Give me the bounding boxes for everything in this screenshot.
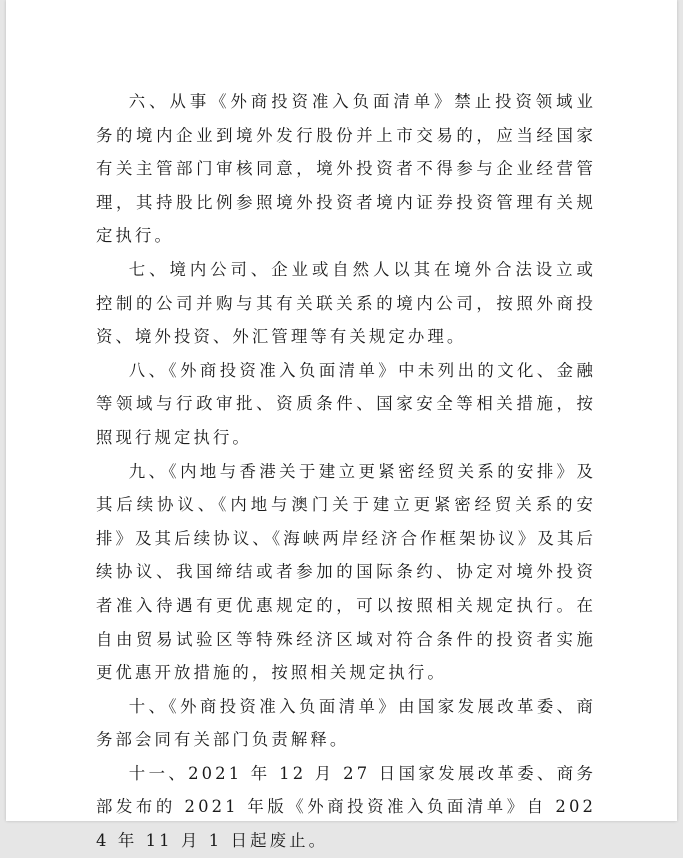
paragraph-10: 十、《外商投资准入负面清单》由国家发展改革委、商务部会同有关部门负责解释。 <box>96 696 596 750</box>
document-page <box>6 0 677 851</box>
paragraph-7: 七、境内公司、企业或自然人以其在境外合法设立或控制的公司并购与其有关联关系的境内公司，按照外商投资、境外投资、外汇管理等有关规定办理。 <box>96 259 596 347</box>
paragraph-8: 八、《外商投资准入负面清单》中未列出的文化、金融等领域与行政审批、资质条件、国家安全等相关措施，按照现行规定执行。 <box>96 360 596 447</box>
document-body <box>96 85 596 858</box>
paragraph-9: 九、《内地与香港关于建立更紧密经贸关系的安排》及其后续协议、《内地与澳门关于建立更紧密经贸关系的安排》及其后续协议、《海峡两岸经济合作框架协议》及其后续协议、我国缔结或者参加的国际条约、协定对境外投资者准入待遇有更优惠规定的，可以按照相关规定执行。在自由贸易试验区等特殊经济区域对符合条件的投资者实施更优惠开放措施的，按照相关规定执行。 <box>96 461 596 683</box>
paragraph-11: 十一、2021 年 12 月 27 日国家发展改革委、商务部发布的 2021 年版《外商投资准入负面清单》自 2024 年 11 月 1 日起废止。 <box>96 763 596 851</box>
paragraph-6: 六、从事《外商投资准入负面清单》禁止投资领域业务的境内企业到境外发行股份并上市交易的，应当经国家有关主管部门审核同意，境外投资者不得参与企业经营管理，其持股比例参照境外投资者境内证券投资管理有关规定执行。 <box>96 92 596 246</box>
